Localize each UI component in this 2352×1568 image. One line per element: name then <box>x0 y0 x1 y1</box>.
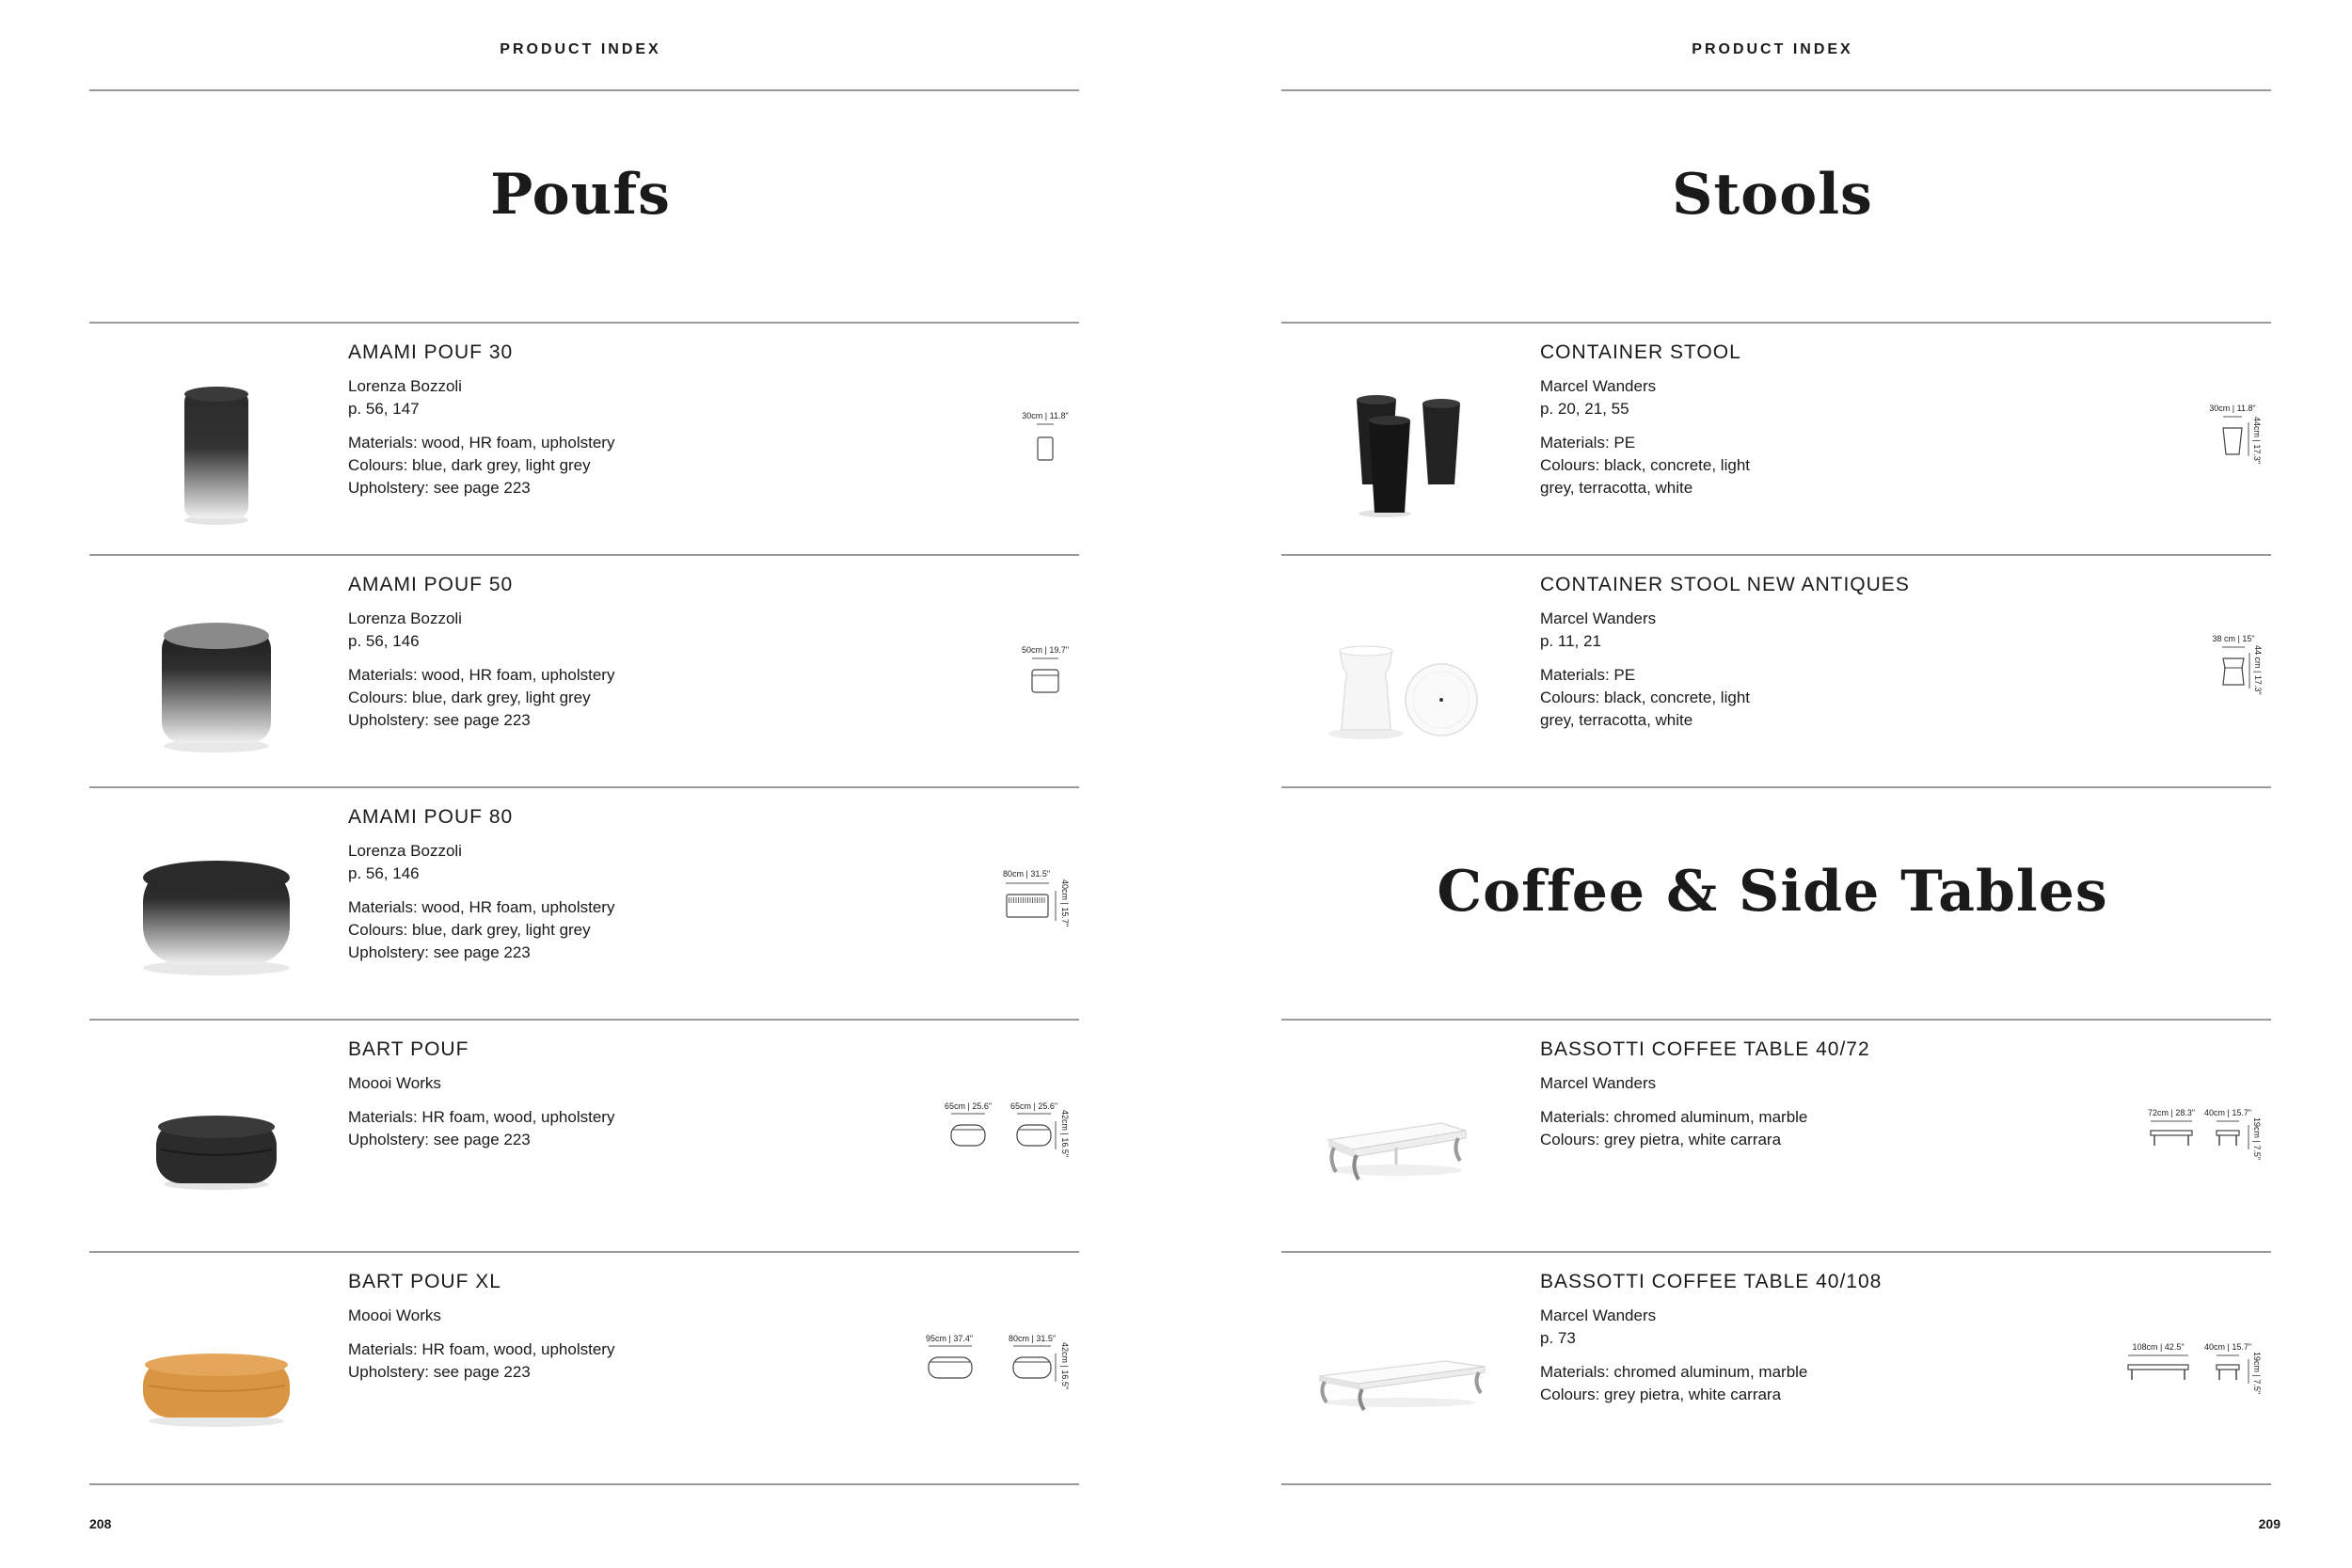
page-number: 209 <box>2258 1516 2280 1531</box>
materials: Materials: wood, HR foam, upholstery <box>348 666 615 684</box>
dim-width-a: 72cm | 28.3" <box>2147 1108 2196 1117</box>
dim-height: 40cm | 15.7" <box>1060 879 1070 927</box>
bart-pouf-image <box>99 1029 306 1245</box>
product-name: BASSOTTI COFFEE TABLE 40/108 <box>1540 1271 1883 1292</box>
materials: Materials: chromed aluminum, marble <box>1540 1108 1808 1126</box>
product-name: AMAMI POUF 50 <box>348 574 514 595</box>
materials: Materials: chromed aluminum, marble <box>1540 1363 1808 1381</box>
product-row-amami-pouf-50[interactable] <box>89 555 1079 786</box>
product-name: AMAMI POUF 80 <box>348 806 514 828</box>
dim-width-b: 40cm | 15.7" <box>2203 1342 2252 1352</box>
designer: Marcel Wanders <box>1540 377 1657 395</box>
upholstery: Upholstery: see page 223 <box>348 1363 531 1381</box>
header-label: PRODUCT INDEX <box>1692 41 1853 57</box>
materials: Materials: HR foam, wood, upholstery <box>348 1108 615 1126</box>
page-number: 208 <box>89 1516 112 1531</box>
materials: Materials: wood, HR foam, upholstery <box>348 434 615 451</box>
colours: Colours: blue, dark grey, light grey <box>348 456 591 474</box>
dimension-drawing <box>891 323 1079 554</box>
product-info <box>348 1038 687 1151</box>
product-row-amami-pouf-30[interactable] <box>89 323 1079 554</box>
dim-width-a: 108cm | 42.5" <box>2132 1342 2185 1352</box>
colours: Colours: black, concrete, light <box>1540 456 1750 474</box>
colours: Colours: grey pietra, white carrara <box>1540 1131 1782 1148</box>
product-name: BART POUF <box>348 1038 469 1060</box>
divider <box>1281 786 2271 788</box>
product-name: AMAMI POUF 30 <box>348 341 514 363</box>
dim-width-b: 40cm | 15.7" <box>2203 1108 2252 1117</box>
product-row-bassotti-coffee-table-40-72[interactable] <box>1281 1020 2271 1251</box>
product-row-bart-pouf[interactable] <box>89 1020 1079 1251</box>
page-refs: p. 56, 146 <box>348 632 420 650</box>
product-name: CONTAINER STOOL <box>1540 341 1741 363</box>
section-title-stools: Stools <box>1672 162 1873 228</box>
dim-width: 30cm | 11.8" <box>2209 404 2256 413</box>
divider <box>1281 89 2271 91</box>
product-info <box>348 341 687 499</box>
amami-pouf-50-image <box>99 564 306 781</box>
page-refs: p. 20, 21, 55 <box>1540 400 1629 418</box>
page-refs: p. 11, 21 <box>1540 632 1601 650</box>
dimension-drawing <box>891 1252 1079 1483</box>
colours-cont: grey, terracotta, white <box>1540 711 1693 729</box>
materials: Materials: PE <box>1540 666 1636 684</box>
dim-width-b: 65cm | 25.6" <box>1009 1101 1058 1111</box>
page-refs: p. 56, 146 <box>348 864 420 882</box>
product-name: CONTAINER STOOL NEW ANTIQUES <box>1540 574 1910 595</box>
product-row-bart-pouf-xl[interactable] <box>89 1252 1079 1483</box>
dim-width: 50cm | 19.7" <box>1021 645 1070 655</box>
product-info <box>1540 341 1879 499</box>
materials: Materials: PE <box>1540 434 1636 451</box>
dim-height: 19cm | 7.5" <box>2252 1117 2262 1161</box>
product-info <box>1540 1038 1879 1151</box>
designer: Lorenza Bozzoli <box>348 610 462 627</box>
colours: Colours: blue, dark grey, light grey <box>348 921 591 939</box>
colours-cont: grey, terracotta, white <box>1540 479 1693 497</box>
product-name: BART POUF XL <box>348 1271 501 1292</box>
designer: Moooi Works <box>348 1307 441 1324</box>
dim-width-a: 95cm | 37.4" <box>925 1334 974 1343</box>
page-refs: p. 56, 147 <box>348 400 420 418</box>
dimension-drawing <box>891 787 1079 1019</box>
container-stool-image <box>1291 332 1498 548</box>
dim-width: 30cm | 11.8" <box>1022 411 1069 420</box>
product-row-container-stool-new-antiques[interactable] <box>1281 555 2271 786</box>
materials: Materials: wood, HR foam, upholstery <box>348 898 615 916</box>
dim-height: 42cm | 16.5" <box>1060 1342 1070 1390</box>
product-row-amami-pouf-80[interactable] <box>89 787 1079 1019</box>
dim-height: 44 cm | 17.3" <box>2253 645 2263 695</box>
product-info <box>348 806 687 964</box>
bassotti-40-108-image <box>1291 1261 1498 1478</box>
dimension-drawing <box>891 1020 1079 1251</box>
product-info <box>1540 574 1910 732</box>
upholstery: Upholstery: see page 223 <box>348 479 531 497</box>
section-title-poufs: Poufs <box>490 162 671 228</box>
product-row-container-stool[interactable] <box>1281 323 2271 554</box>
right-page <box>1176 0 2352 1568</box>
product-info <box>1540 1271 1883 1406</box>
designer: Lorenza Bozzoli <box>348 842 462 860</box>
designer: Lorenza Bozzoli <box>348 377 462 395</box>
page-refs: p. 73 <box>1540 1329 1576 1347</box>
product-info <box>348 574 687 732</box>
container-stool-new-antiques-image <box>1291 564 1498 781</box>
divider <box>89 89 1079 91</box>
upholstery: Upholstery: see page 223 <box>348 711 531 729</box>
dim-width: 80cm | 31.5" <box>1002 869 1051 879</box>
dim-width-b: 80cm | 31.5" <box>1008 1334 1057 1343</box>
designer: Marcel Wanders <box>1540 1307 1657 1324</box>
materials: Materials: HR foam, wood, upholstery <box>348 1340 615 1358</box>
amami-pouf-30-image <box>99 332 306 548</box>
dim-height: 19cm | 7.5" <box>2252 1352 2262 1395</box>
product-name: BASSOTTI COFFEE TABLE 40/72 <box>1540 1038 1870 1060</box>
bart-pouf-xl-image <box>99 1261 306 1478</box>
colours: Colours: grey pietra, white carrara <box>1540 1386 1782 1403</box>
designer: Marcel Wanders <box>1540 610 1657 627</box>
divider <box>1281 1483 2271 1485</box>
product-row-bassotti-coffee-table-40-108[interactable] <box>1281 1252 2271 1483</box>
upholstery: Upholstery: see page 223 <box>348 1131 531 1148</box>
amami-pouf-80-image <box>99 797 306 1013</box>
dim-width-a: 65cm | 25.6" <box>944 1101 993 1111</box>
header-label: PRODUCT INDEX <box>500 41 661 57</box>
colours: Colours: black, concrete, light <box>1540 689 1750 706</box>
upholstery: Upholstery: see page 223 <box>348 943 531 961</box>
designer: Moooi Works <box>348 1074 441 1092</box>
dimension-drawing <box>2083 323 2271 554</box>
dim-height: 42cm | 16.5" <box>1060 1110 1070 1158</box>
dim-height: 44cm | 17.3" <box>2252 417 2262 465</box>
dimension-drawing <box>2083 555 2271 786</box>
section-title-coffee-side-tables: Coffee & Side Tables <box>1437 859 2108 925</box>
product-info <box>348 1271 687 1384</box>
dimension-drawing <box>891 555 1079 786</box>
designer: Marcel Wanders <box>1540 1074 1657 1092</box>
divider <box>89 1483 1079 1485</box>
dimension-drawing <box>2083 1020 2271 1251</box>
dim-width: 38 cm | 15" <box>2212 634 2255 643</box>
dimension-drawing <box>2083 1252 2271 1483</box>
bassotti-40-72-image <box>1291 1029 1498 1245</box>
colours: Colours: blue, dark grey, light grey <box>348 689 591 706</box>
